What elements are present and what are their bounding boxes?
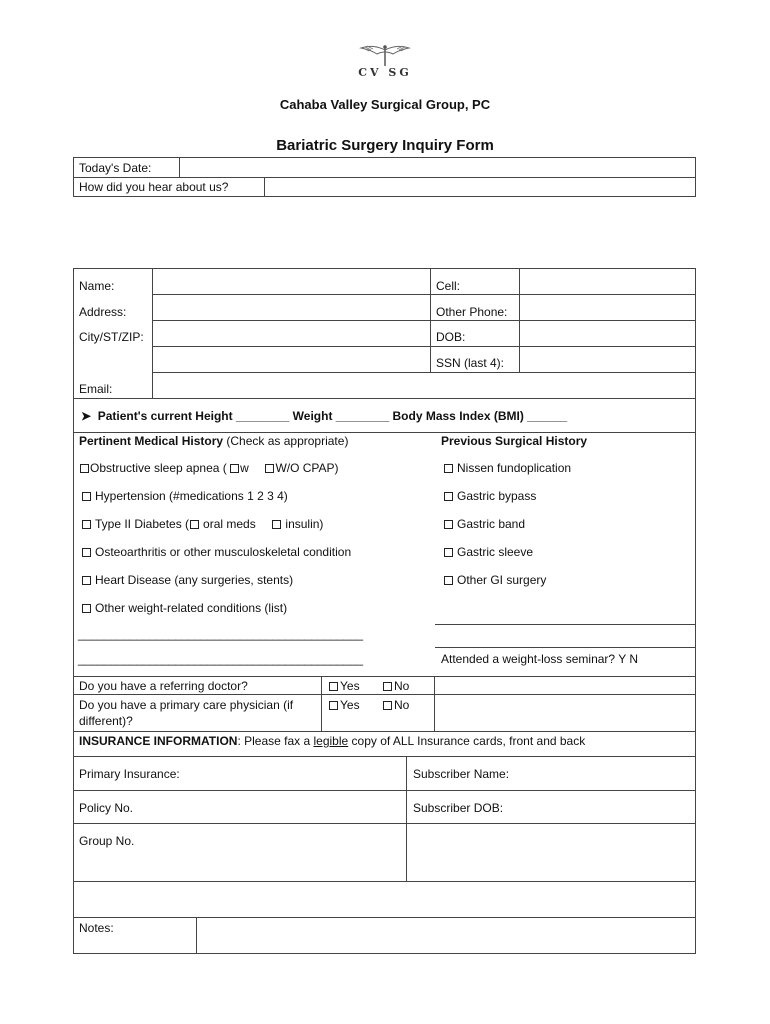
pcp-yes-option bbox=[329, 698, 360, 712]
organization-name: Cahaba Valley Surgical Group, PC bbox=[279, 97, 491, 112]
sleep-apnea-item bbox=[80, 461, 339, 475]
email-field[interactable] bbox=[154, 374, 694, 396]
pcp-no-label: No bbox=[394, 698, 410, 712]
referring-yes-label: Yes bbox=[340, 679, 360, 693]
heart-disease-item bbox=[82, 573, 293, 587]
dob-label: DOB: bbox=[436, 330, 466, 344]
gastric-bypass-label: Gastric bypass bbox=[457, 489, 537, 503]
subscriber-name-label: Subscriber Name: bbox=[413, 767, 510, 781]
email-label: Email: bbox=[79, 382, 113, 396]
logo bbox=[355, 44, 415, 84]
without-cpap-checkbox[interactable] bbox=[265, 464, 274, 473]
other-gi-item bbox=[444, 573, 546, 587]
other-conditions-item bbox=[82, 601, 287, 615]
gastric-sleeve-checkbox[interactable] bbox=[444, 548, 453, 557]
pcp-no-option bbox=[383, 698, 409, 712]
other-conditions-checkbox[interactable] bbox=[82, 604, 91, 613]
medical-history-heading bbox=[79, 434, 348, 448]
gastric-sleeve-item bbox=[444, 545, 533, 559]
insulin-label: insulin) bbox=[285, 517, 324, 531]
referring-yes-checkbox[interactable] bbox=[329, 682, 338, 691]
referring-yes-option bbox=[329, 679, 360, 693]
oral-meds-label: oral meds bbox=[203, 517, 256, 531]
other-gi-label: Other GI surgery bbox=[457, 573, 547, 587]
notes-field[interactable] bbox=[198, 919, 694, 952]
caduceus-icon bbox=[355, 44, 415, 68]
insurance-heading bbox=[79, 734, 585, 748]
gastric-bypass-checkbox[interactable] bbox=[444, 492, 453, 501]
city-field[interactable] bbox=[154, 322, 428, 344]
referring-no-checkbox[interactable] bbox=[383, 682, 392, 691]
subscriber-dob-label: Subscriber DOB: bbox=[413, 801, 504, 815]
gastric-band-item bbox=[444, 517, 525, 531]
pcp-question-line-2: different)? bbox=[79, 714, 133, 728]
oral-meds-checkbox[interactable] bbox=[190, 520, 199, 529]
pcp-yes-checkbox[interactable] bbox=[329, 701, 338, 710]
gastric-bypass-item bbox=[444, 489, 536, 503]
insulin-checkbox[interactable] bbox=[272, 520, 281, 529]
medical-history-heading-bold: Pertinent Medical History bbox=[79, 434, 224, 448]
osteoarthritis-checkbox[interactable] bbox=[82, 548, 91, 557]
hypertension-label: Hypertension (#medications 1 2 3 4) bbox=[95, 489, 288, 503]
insurance-text-legible: legible bbox=[313, 734, 349, 748]
pcp-question-line-1: Do you have a primary care physician (if bbox=[79, 698, 294, 712]
with-cpap-label: w bbox=[240, 461, 249, 475]
pcp-no-checkbox[interactable] bbox=[383, 701, 392, 710]
insurance-heading-label: INSURANCE INFORMATION bbox=[79, 734, 238, 748]
gastric-band-label: Gastric band bbox=[457, 517, 526, 531]
todays-date-label: Today's Date: bbox=[79, 161, 152, 175]
heart-disease-checkbox[interactable] bbox=[82, 576, 91, 585]
address-label: Address: bbox=[79, 305, 127, 319]
name-field[interactable] bbox=[154, 270, 428, 292]
patient-measurements bbox=[81, 409, 567, 423]
primary-insurance-label: Primary Insurance: bbox=[79, 767, 180, 781]
ssn-field[interactable] bbox=[521, 348, 694, 370]
cell-label: Cell: bbox=[436, 279, 461, 293]
osteoarthritis-item bbox=[82, 545, 351, 559]
surgical-history-heading: Previous Surgical History bbox=[441, 434, 588, 448]
medical-history-heading-note: (Check as appropriate) bbox=[223, 434, 349, 448]
patient-measurements-text: Patient's current Height ________ Weight ________ Body Mass Index (BMI) ______ bbox=[97, 409, 568, 423]
gastric-sleeve-label: Gastric sleeve bbox=[457, 545, 534, 559]
hear-about-label: How did you hear about us? bbox=[79, 180, 229, 194]
with-cpap-checkbox[interactable] bbox=[230, 464, 239, 473]
address-field[interactable] bbox=[154, 296, 428, 318]
hear-about-field[interactable] bbox=[266, 178, 694, 196]
policy-number-label: Policy No. bbox=[79, 801, 134, 815]
other-phone-label: Other Phone: bbox=[436, 305, 508, 319]
name-label: Name: bbox=[79, 279, 115, 293]
diabetes-item bbox=[82, 517, 323, 531]
diabetes-checkbox[interactable] bbox=[82, 520, 91, 529]
sleep-apnea-label: Obstructive sleep apnea ( bbox=[90, 461, 227, 475]
todays-date-field[interactable] bbox=[181, 158, 694, 176]
conditions-line-1[interactable]: ____________________________________________ bbox=[78, 627, 363, 641]
ssn-label: SSN (last 4): bbox=[436, 356, 505, 370]
hypertension-checkbox[interactable] bbox=[82, 492, 91, 501]
arrow-bullet-icon: ➤ bbox=[81, 409, 92, 423]
gastric-band-checkbox[interactable] bbox=[444, 520, 453, 529]
nissen-item bbox=[444, 461, 571, 475]
referring-doctor-question: Do you have a referring doctor? bbox=[79, 679, 248, 693]
group-number-label: Group No. bbox=[79, 834, 135, 848]
conditions-line-2[interactable]: ____________________________________________ bbox=[78, 652, 363, 666]
notes-label: Notes: bbox=[79, 921, 114, 935]
dob-field[interactable] bbox=[521, 322, 694, 344]
insurance-text-a: : Please fax a bbox=[237, 734, 314, 748]
referring-no-label: No bbox=[394, 679, 410, 693]
nissen-checkbox[interactable] bbox=[444, 464, 453, 473]
sleep-apnea-checkbox[interactable] bbox=[80, 464, 89, 473]
seminar-question: Attended a weight-loss seminar? Y N bbox=[441, 652, 638, 666]
without-cpap-label: W/O CPAP) bbox=[275, 461, 339, 475]
diabetes-label: Type II Diabetes ( bbox=[95, 517, 190, 531]
city-label: City/ST/ZIP: bbox=[79, 330, 144, 344]
osteoarthritis-label: Osteoarthritis or other musculoskeletal condition bbox=[95, 545, 352, 559]
nissen-label: Nissen fundoplication bbox=[457, 461, 572, 475]
other-conditions-label: Other weight-related conditions (list) bbox=[95, 601, 288, 615]
heart-disease-label: Heart Disease (any surgeries, stents) bbox=[95, 573, 294, 587]
cell-field[interactable] bbox=[521, 270, 694, 292]
other-gi-checkbox[interactable] bbox=[444, 576, 453, 585]
hypertension-item bbox=[82, 489, 288, 503]
form-title: Bariatric Surgery Inquiry Form bbox=[276, 137, 494, 154]
logo-text: CV SG bbox=[358, 66, 412, 79]
referring-no-option bbox=[383, 679, 409, 693]
pcp-yes-label: Yes bbox=[340, 698, 360, 712]
insurance-text-b: copy of ALL Insurance cards, front and back bbox=[348, 734, 586, 748]
other-phone-field[interactable] bbox=[521, 296, 694, 318]
